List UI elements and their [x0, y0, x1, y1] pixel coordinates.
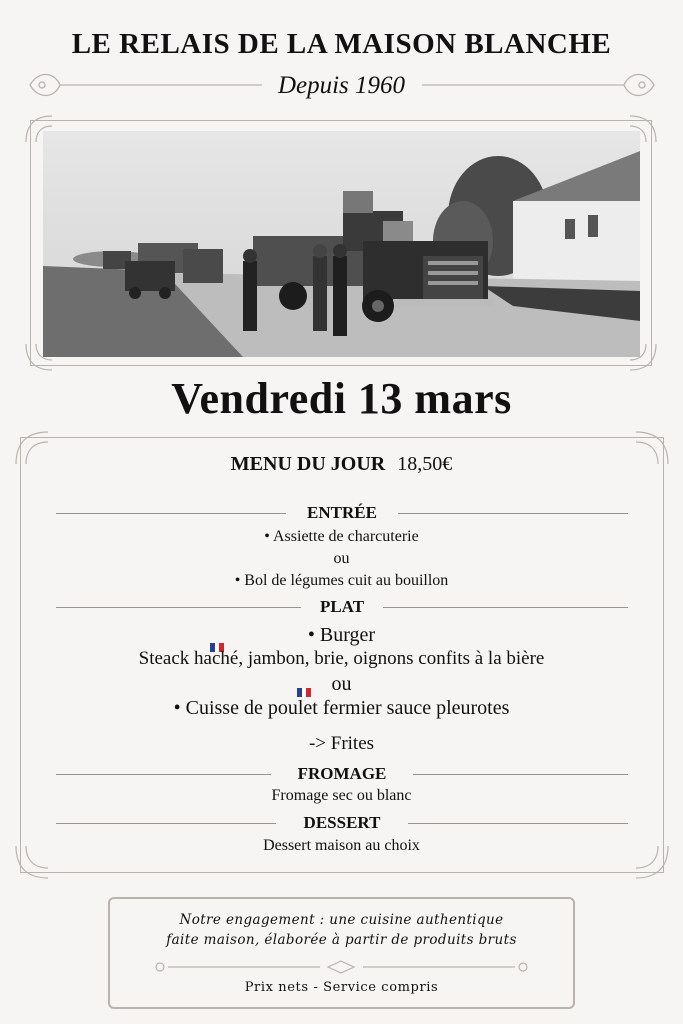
section-entree-header — [56, 502, 628, 526]
engagement-line-1: Notre engagement : une cuisine authentique — [179, 912, 504, 928]
fromage-option: Fromage sec ou blanc — [271, 787, 412, 804]
plat-option-2: • Cuisse de poulet fermier sauce pleurotes — [173, 697, 510, 719]
vintage-truck-photo — [43, 131, 640, 357]
section-entree-label: ENTRÉE — [297, 503, 387, 522]
dessert-option: Dessert maison au choix — [263, 837, 420, 854]
section-dessert-header — [56, 812, 628, 836]
plat-side: -> Frites — [308, 733, 375, 754]
entree-option-1: • Assiette de charcuterie — [264, 528, 419, 545]
menu-heading — [0, 453, 683, 476]
section-fromage-label: FROMAGE — [288, 764, 397, 783]
menu-title: MENU DU JOUR — [230, 453, 386, 475]
section-plat-header — [56, 596, 628, 620]
french-flag-icon — [297, 688, 311, 697]
entree-or: ou — [333, 550, 350, 567]
engagement-line-2: faite maison, élaborée à partir de produits bruts — [166, 932, 517, 948]
plat-option-1-description: Steack haché, jambon, brie, oignons confits à la bière — [138, 648, 545, 669]
pricing-note: Prix nets - Service compris — [244, 980, 439, 995]
menu-price: 18,50€ — [397, 453, 453, 475]
founded-subtitle: Depuis 1960 — [277, 72, 406, 99]
section-fromage-header — [56, 763, 628, 787]
entree-option-2: • Bol de légumes cuit au bouillon — [234, 572, 449, 589]
section-plat-label: PLAT — [310, 597, 374, 616]
section-dessert-label: DESSERT — [294, 813, 391, 832]
plat-option-1: • Burger — [307, 624, 376, 646]
plat-or: ou — [331, 673, 352, 695]
menu-date: Vendredi 13 mars — [171, 374, 512, 423]
restaurant-name: LE RELAIS DE LA MAISON BLANCHE — [71, 28, 612, 60]
footer-ornament — [150, 958, 533, 976]
